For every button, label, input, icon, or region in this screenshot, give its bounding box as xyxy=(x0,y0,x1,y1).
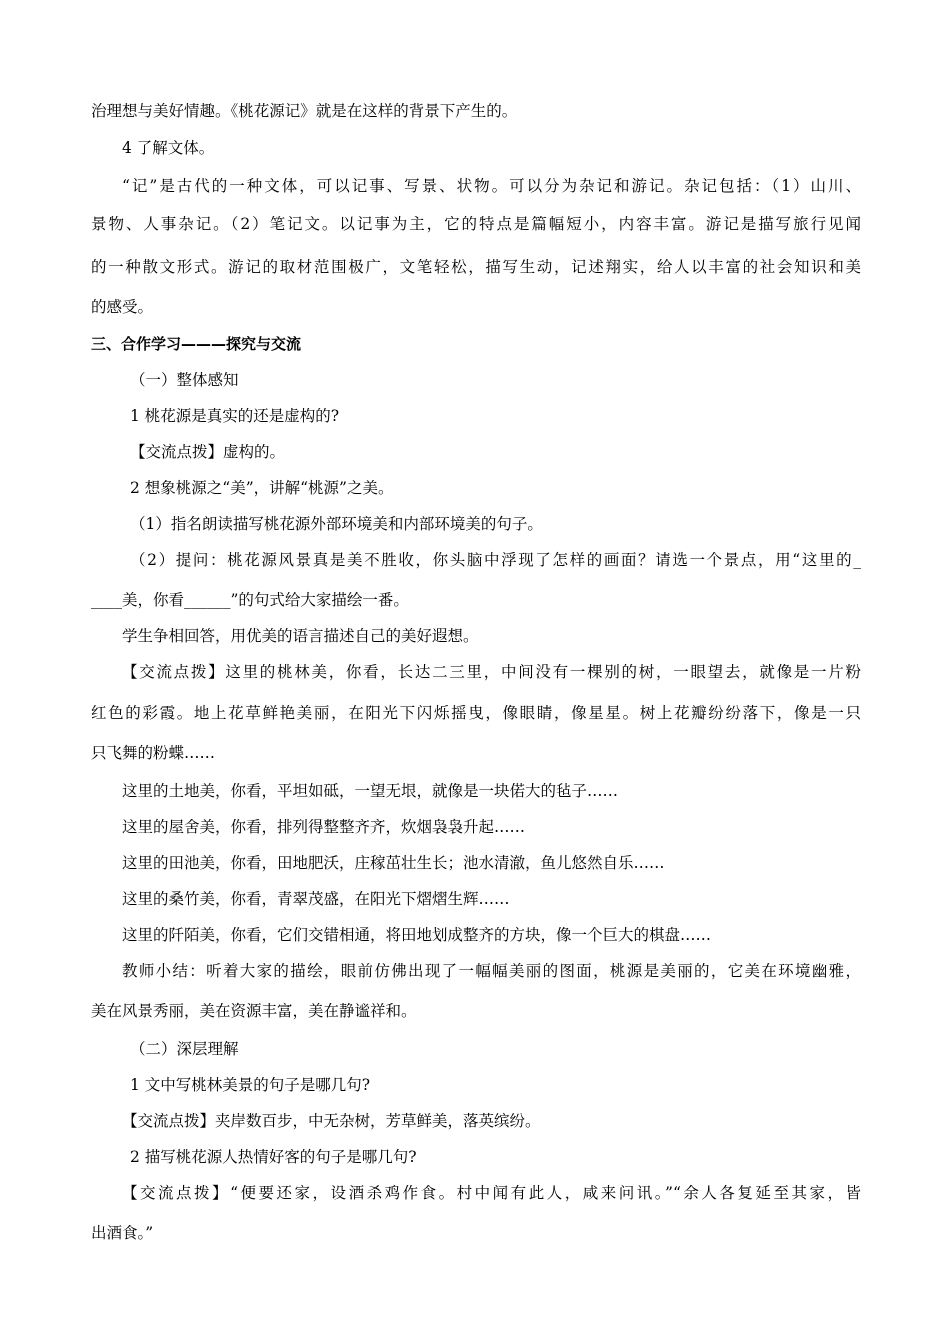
question-line: 2 想象桃源之“美”，讲解“桃源”之美。 xyxy=(130,479,394,497)
question-line: 1 文中写桃林美景的句子是哪几句? xyxy=(130,1076,371,1094)
text-line: 红色的彩霞。地上花草鲜艳美丽，在阳光下闪烁摇曳，像眼睛，像星星。树上花瓣纷纷落下，像是一只 xyxy=(91,704,861,722)
text-line: 景物、人事杂记。（2）笔记文。以记事为主，它的特点是篇幅短小，内容丰富。游记是描写旅行见闻 xyxy=(91,215,861,233)
text-line: 这里的桑竹美，你看，青翠茂盛，在阳光下熠熠生辉…… xyxy=(122,890,510,908)
answer-line: 【交流点拨】“便要还家，设酒杀鸡作食。村中闻有此人，咸来问讯。”“余人各复延至其家，皆 xyxy=(122,1184,861,1202)
text-line: 的一种散文形式。游记的取材范围极广，文笔轻松，描写生动，记述翔实，给人以丰富的社会知识和美 xyxy=(91,258,861,276)
text-line: 学生争相回答，用优美的语言描述自己的美好遐想。 xyxy=(122,627,479,645)
text-line: 的感受。 xyxy=(91,298,154,316)
question-line: 1 桃花源是真实的还是虚构的? xyxy=(130,407,340,425)
text-line: 这里的土地美，你看，平坦如砥，一望无垠，就像是一块偌大的毡子…… xyxy=(122,782,619,800)
text-line: 出酒食。” xyxy=(91,1224,154,1242)
answer-line: 【交流点拨】虚构的。 xyxy=(130,443,286,461)
text-line: 只飞舞的粉蝶…… xyxy=(91,744,216,762)
text-line: （2）提问：桃花源风景真是美不胜收，你头脑中浮现了怎样的画面？请选一个景点，用“这里的_ xyxy=(130,551,861,569)
text-line: 这里的田池美，你看，田地肥沃，庄稼茁壮生长；池水清澈，鱼儿悠然自乐…… xyxy=(122,854,665,872)
subsection-heading: （一）整体感知 xyxy=(130,371,239,389)
text-line: 美在风景秀丽，美在资源丰富，美在静谧祥和。 xyxy=(91,1002,417,1020)
section-heading: 三、合作学习———探究与交流 xyxy=(91,335,302,353)
text-line: 教师小结：听着大家的描绘，眼前仿佛出现了一幅幅美丽的图面，桃源是美丽的，它美在环境幽雅， xyxy=(122,962,861,980)
text-line: ____美，你看______”的句式给大家描绘一番。 xyxy=(91,591,409,609)
question-line: 2 描写桃花源人热情好客的句子是哪几句? xyxy=(130,1148,417,1166)
text-line: 4 了解文体。 xyxy=(122,139,215,157)
text-line: 治理想与美好情趣。《桃花源记》就是在这样的背景下产生的。 xyxy=(91,102,518,120)
text-line: 这里的阡陌美，你看，它们交错相通，将田地划成整齐的方块，像一个巨大的棋盘…… xyxy=(122,926,712,944)
answer-line: 【交流点拨】夹岸数百步，中无杂树，芳草鲜美，落英缤纷。 xyxy=(122,1112,541,1130)
text-line: “记”是古代的一种文体，可以记事、写景、状物。可以分为杂记和游记。杂记包括：（1）山川、 xyxy=(122,177,861,195)
subsection-heading: （二）深层理解 xyxy=(130,1040,239,1058)
text-line: 这里的屋舍美，你看，排列得整整齐齐，炊烟袅袅升起…… xyxy=(122,818,526,836)
text-line: （1）指名朗读描写桃花源外部环境美和内部环境美的句子。 xyxy=(130,515,543,533)
answer-line: 【交流点拨】这里的桃林美，你看，长达二三里，中间没有一棵别的树，一眼望去，就像是一片粉 xyxy=(122,663,861,681)
